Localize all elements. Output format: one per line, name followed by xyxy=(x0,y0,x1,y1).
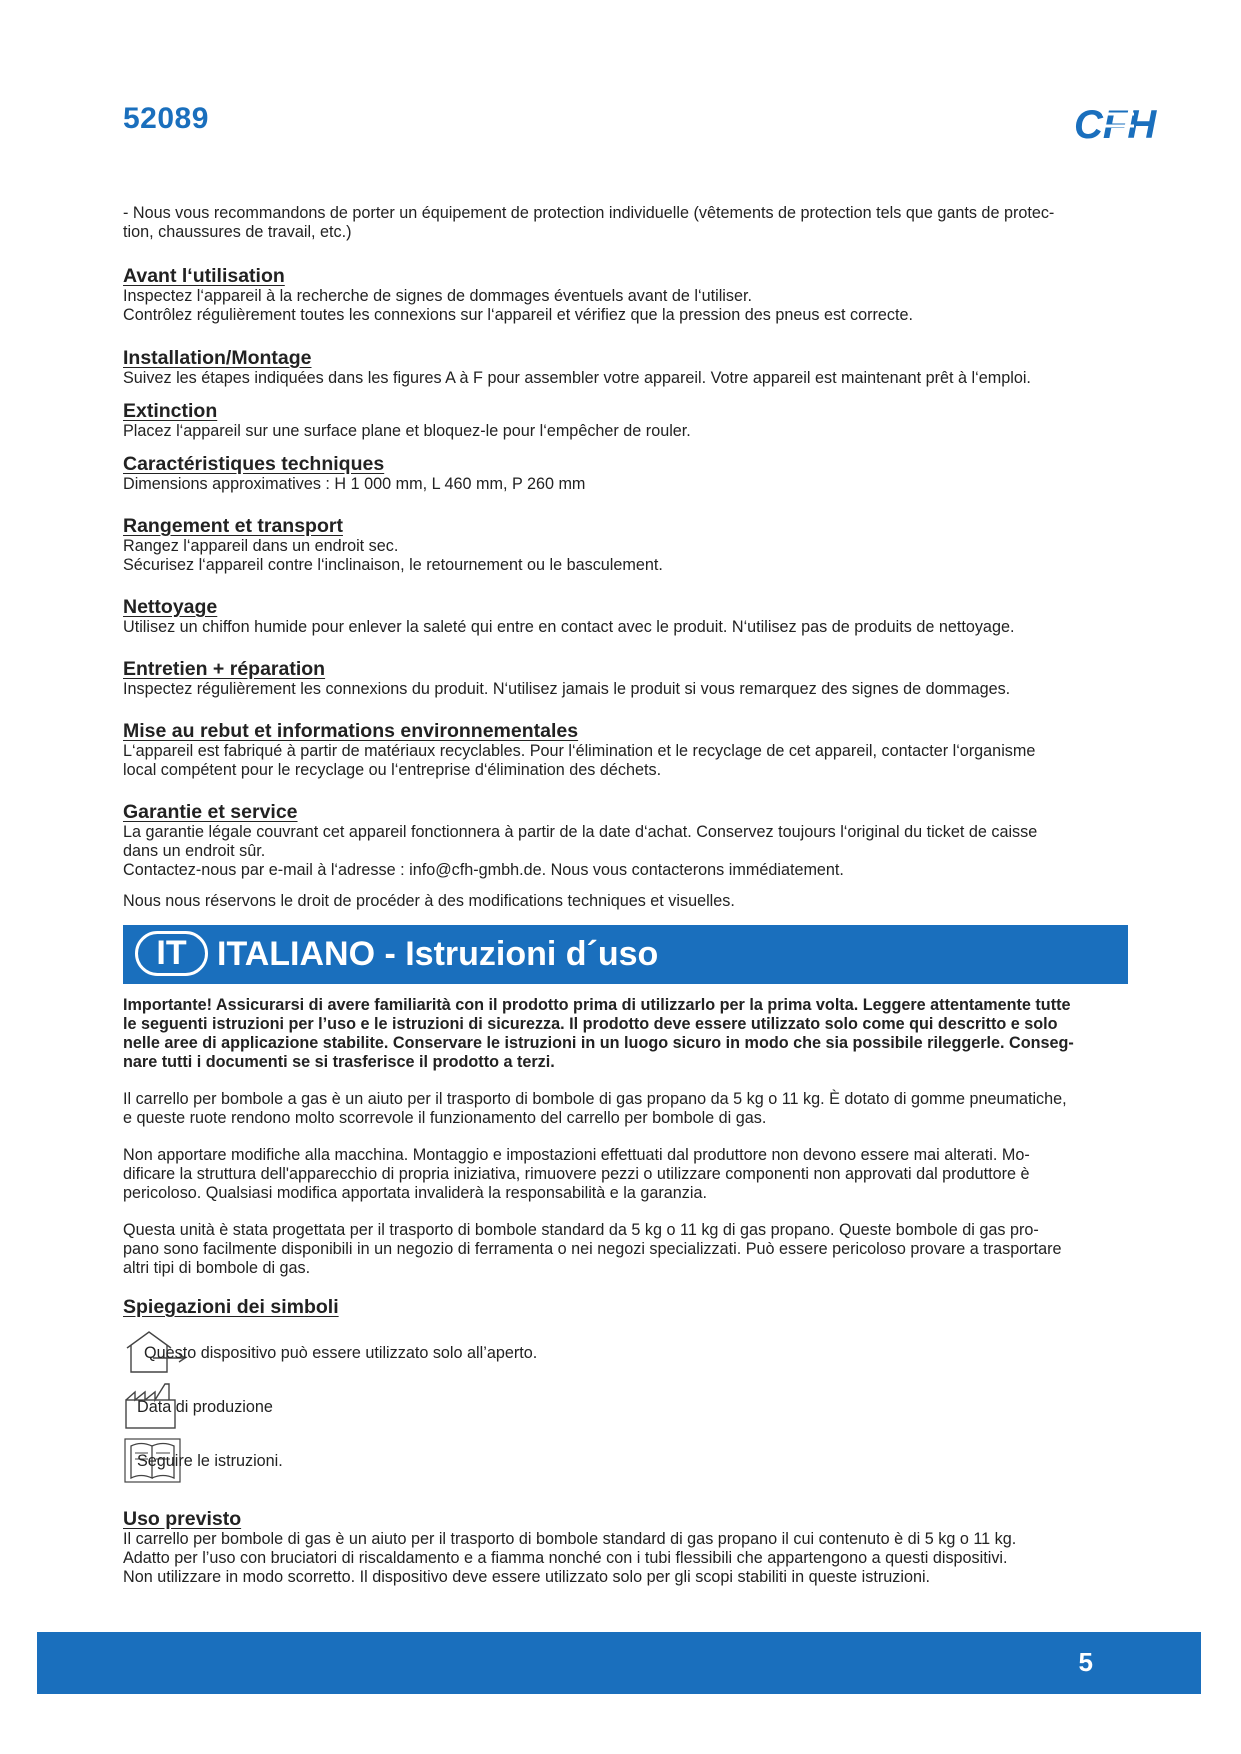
model-number: 52089 xyxy=(123,102,209,135)
section-body: Placez l‘appareil sur une surface plane et bloquez-le pour l‘empêcher de rouler. xyxy=(123,422,691,440)
language-badge: IT xyxy=(135,931,208,976)
section-body: Dimensions approximatives : H 1 000 mm, L 460 mm, P 260 mm xyxy=(123,475,586,493)
intended-use-body: Il carrello per bombole di gas è un aiuto per il trasporto di bombole standard di gas propano il cui contenuto è di 5 kg o 11 kg. Adatto per l’uso con bruciatori di riscaldamento e a fiamma nonché con i tubi flessibili che appartengono a questi dispositivi. Non utilizzare in modo scorretto. Il dispositivo deve essere utilizzato solo per gli scopi stabiliti in queste istruzioni. xyxy=(123,1530,1017,1586)
section-title: Garantie et service xyxy=(123,801,298,823)
section-title: Extinction xyxy=(123,400,218,422)
paragraph: Questa unità è stata progettata per il trasporto di bombole standard da 5 kg o 11 kg di gas propano. Queste bombole di gas pro- pano sono facilmente disponibili in un negozio di ferramenta o nei negozi specializzati. Può essere pericoloso provare a trasportare altri tipi di bombole di gas. xyxy=(123,1221,1062,1277)
french-content xyxy=(123,204,1128,911)
section-body: Suivez les étapes indiquées dans les figures A à F pour assembler votre appareil. Votre appareil est maintenant prêt à l‘emploi. xyxy=(123,369,1031,387)
symbols-title: Spiegazioni dei simboli xyxy=(123,1296,339,1318)
paragraph: Il carrello per bombole a gas è un aiuto per il trasporto di bombole di gas propano da 5 kg o 11 kg. È dotato di gomme pneumatiche, e queste ruote rendono molto scorrevole il funzionamento del carrello per bombole di gas. xyxy=(123,1090,1067,1127)
italian-content xyxy=(123,996,1128,1318)
section-body: La garantie légale couvrant cet appareil fonctionnera à partir de la date d‘achat. Conservez toujours l‘original du ticket de caisse dans un endroit sûr. Contactez-nous par e-mail à l‘adresse : info@cfh-gmbh.de. Nous vous contacterons immédiatement. xyxy=(123,823,1038,879)
section-title: Nettoyage xyxy=(123,596,218,618)
section-title: Mise au rebut et informations environnementales xyxy=(123,720,579,742)
section-title: Caractéristiques techniques xyxy=(123,453,385,475)
cfh-logo xyxy=(1072,102,1172,144)
section-body: Inspectez régulièrement les connexions du produit. N‘utilisez jamais le produit si vous remarquez des signes de dommages. xyxy=(123,680,1011,698)
section-body: Inspectez l‘appareil à la recherche de signes de dommages éventuels avant de l‘utiliser. Contrôlez régulièrement toutes les connexions sur l‘appareil et vérifiez que la pression des pneus est correcte. xyxy=(123,287,914,324)
section-body: L‘appareil est fabriqué à partir de matériaux recyclables. Pour l‘élimination et le recyclage de cet appareil, contacter l‘organisme local compétent pour le recyclage ou l‘entreprise d‘élimination des déchets. xyxy=(123,742,1036,779)
ppe-note: - Nous vous recommandons de porter un équipement de protection individuelle (vêtements de protection tels que gants de protec- tion, chaussures de travail, etc.) xyxy=(123,204,1055,241)
section-title: Installation/Montage xyxy=(123,347,312,369)
important-note: Importante! Assicurarsi di avere familiarità con il prodotto prima di utilizzarlo per la prima volta. Leggere attentamente tutte le seguenti istruzioni per l’uso e le istruzioni di sicurezza. Il prodotto deve essere utilizzato solo come qui descritto e solo nelle aree di applicazione stabilite. Conservare le istruzioni in un luogo sicuro in modo che sia possibile rileggerle. Conseg- nare tutti i documenti se si trasferisce il prodotto a terzi. xyxy=(123,996,1074,1071)
section-title: Avant l‘utilisation xyxy=(123,265,285,287)
paragraph: Non apportare modifiche alla macchina. Montaggio e impostazioni effettuati dal produttore non devono essere mai alterati. Mo- dificare la struttura dell'apparecchio di propria iniziativa, rimuovere pezzi o utilizzare componenti non approvati dal produttore è pericoloso. Qualsiasi modifica apportata invaliderà la responsabilità e la garanzia. xyxy=(123,1146,1030,1202)
intended-use-section xyxy=(123,1508,1128,1587)
footer-bar xyxy=(37,1632,1201,1694)
svg-text:CFH: CFH xyxy=(1074,103,1157,144)
banner-title: ITALIANO - Istruzioni d´uso xyxy=(217,935,659,973)
modifications-note: Nous nous réservons le droit de procéder à des modifications techniques et visuelles. xyxy=(123,892,735,910)
section-body: Utilisez un chiffon humide pour enlever la saleté qui entre en contact avec le produit. N‘utilisez pas de produits de nettoyage. xyxy=(123,618,1015,636)
section-title: Entretien + réparation xyxy=(123,658,326,680)
section-body: Rangez l‘appareil dans un endroit sec. Sécurisez l‘appareil contre l‘inclinaison, le retournement ou le basculement. xyxy=(123,537,663,574)
intended-use-title: Uso previsto xyxy=(123,1508,242,1530)
section-title: Rangement et transport xyxy=(123,515,343,537)
language-banner xyxy=(123,925,1128,984)
page-number: 5 xyxy=(1078,1647,1093,1677)
